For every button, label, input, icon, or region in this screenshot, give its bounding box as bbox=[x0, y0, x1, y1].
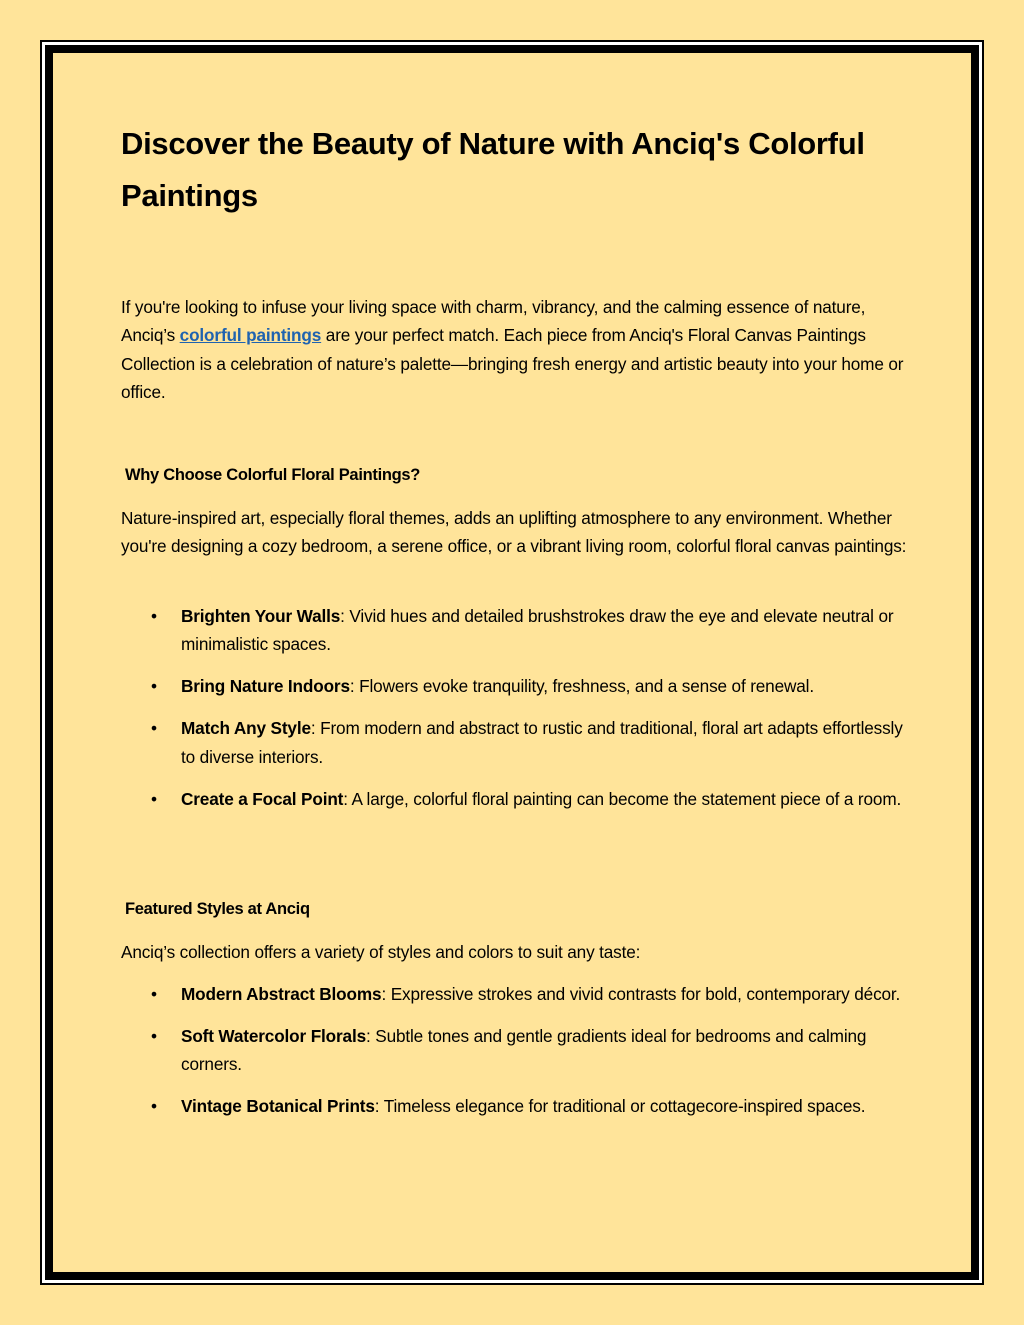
section-text-featured-styles: Anciq’s collection offers a variety of styles and colors to suit any taste: bbox=[121, 942, 641, 962]
list-item-text: : From modern and abstract to rustic and traditional, floral art adapts effortlessly to diverse interiors. bbox=[181, 718, 903, 767]
list-item bbox=[121, 1022, 911, 1079]
bullet-icon: • bbox=[151, 606, 157, 626]
list-item bbox=[121, 785, 911, 813]
list-item-title: Brighten Your Walls bbox=[181, 606, 341, 626]
bullet-icon: • bbox=[151, 676, 157, 697]
list-item-text: : Flowers evoke tranquility, freshness, and a sense of renewal. bbox=[349, 676, 814, 697]
list-item-title: Vintage Botanical Prints bbox=[181, 1096, 375, 1117]
intro-paragraph bbox=[121, 293, 911, 406]
list-item-text: : Timeless elegance for traditional or cottagecore-inspired spaces. bbox=[374, 1096, 866, 1117]
bullet-icon: • bbox=[151, 788, 157, 809]
intro-text-before: If you're looking to infuse your living space with charm, vibrancy, and the calming essence of nature, Anciq’s bbox=[121, 297, 866, 346]
list-item-text: : Expressive strokes and vivid contrasts for bold, contemporary décor. bbox=[381, 984, 901, 1004]
list-item bbox=[121, 980, 911, 1008]
list-item bbox=[121, 602, 911, 659]
list-item-title: Match Any Style bbox=[181, 718, 311, 739]
section-heading-why-choose: Why Choose Colorful Floral Paintings? bbox=[125, 466, 421, 484]
intro-text-after: are your perfect match. Each piece from Anciq's Floral Canvas Paintings Collection is a celebration of nature’s palette—bringing fresh energy and artistic beauty into your home or office. bbox=[121, 325, 904, 402]
list-item-title: Soft Watercolor Florals bbox=[181, 1025, 366, 1046]
featured-styles-list bbox=[121, 980, 911, 1134]
colorful-paintings-link[interactable]: colorful paintings bbox=[179, 325, 322, 346]
section-heading-featured-styles: Featured Styles at Anciq bbox=[125, 900, 310, 918]
list-item-title: Create a Focal Point bbox=[181, 788, 344, 809]
bullet-icon: • bbox=[151, 984, 157, 1004]
bullet-icon: • bbox=[151, 1025, 157, 1046]
list-item-text: : Subtle tones and gentle gradients ideal for bedrooms and calming corners. bbox=[181, 1025, 867, 1075]
list-item bbox=[121, 1092, 911, 1120]
bullet-icon: • bbox=[151, 1096, 157, 1117]
list-item-title: Modern Abstract Blooms bbox=[181, 984, 382, 1004]
page-title: Discover the Beauty of Nature with Anciq's Colorful Paintings bbox=[121, 126, 865, 213]
list-item-text: : Vivid hues and detailed brushstrokes draw the eye and elevate neutral or minimalistic spaces. bbox=[181, 606, 894, 655]
section-text-why-choose: Nature-inspired art, especially floral themes, adds an uplifting atmosphere to any environment. Whether you're designing a cozy bedroom, a serene office, or a vibrant living room, colorful floral canvas paintings: bbox=[121, 508, 907, 557]
bullet-icon: • bbox=[151, 718, 157, 739]
list-item-text: : A large, colorful floral painting can become the statement piece of a room. bbox=[343, 788, 902, 809]
list-item bbox=[121, 714, 911, 771]
why-choose-list bbox=[121, 602, 911, 827]
list-item-title: Bring Nature Indoors bbox=[181, 676, 350, 697]
list-item bbox=[121, 672, 911, 700]
